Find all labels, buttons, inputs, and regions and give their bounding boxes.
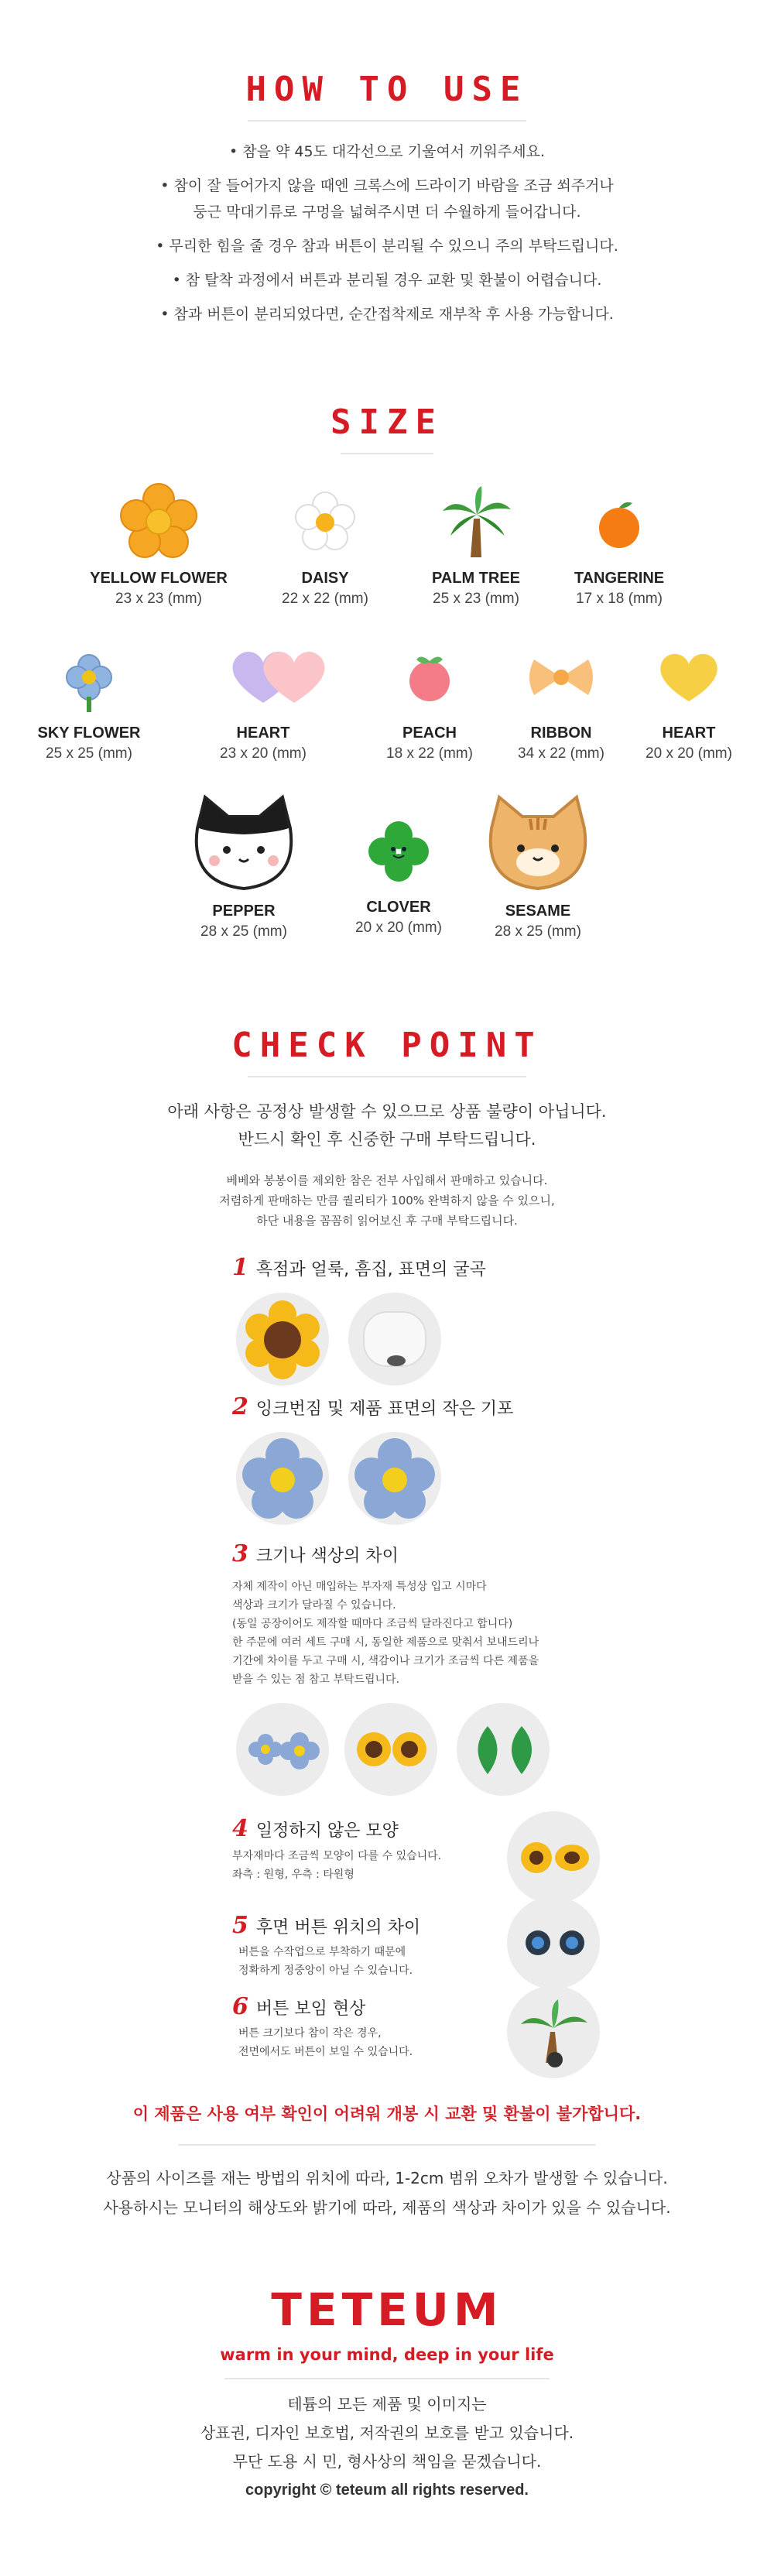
- howto-item: • 무리한 힘을 줄 경우 참과 버튼이 분리될 수 있으니 주의 부탁드립니다.: [156, 238, 618, 255]
- item-dimensions: 18 x 22 (mm): [386, 745, 473, 762]
- desc-line: 버튼을 수작업으로 부착하기 때문에: [238, 1946, 406, 1958]
- desc-line: 기간에 차이를 두고 구매 시, 색감이나 크기가 조금씩 다른 제품을: [232, 1655, 539, 1667]
- desc-line: 색상과 크기가 달라질 수 있습니다.: [232, 1599, 396, 1612]
- copyright: copyright © teteum all rights reserved.: [245, 2482, 529, 2499]
- legal-notice: [0, 2390, 774, 2505]
- legal-line: 테튬의 모든 제품 및 이미지는: [287, 2395, 487, 2413]
- divider-row: [0, 2144, 774, 2146]
- point-number: 2: [232, 1393, 248, 1420]
- howto-item: • 참을 약 45도 대각선으로 기울여서 끼워주세요.: [228, 143, 546, 160]
- desc-line: 부자재마다 조금씩 모양이 다를 수 있습니다.: [232, 1850, 442, 1862]
- note-line: 베베와 봉봉이를 제외한 참은 전부 사입해서 판매하고 있습니다.: [226, 1173, 548, 1187]
- desc-line: 받을 수 있는 점 참고 부탁드립니다.: [232, 1673, 400, 1686]
- size-item-heart-pink: [259, 635, 352, 720]
- tangerine-charm-image: [577, 480, 662, 565]
- item-dimensions: 25 x 25 (mm): [46, 745, 132, 762]
- checkpoint-intro: [0, 1098, 774, 1153]
- point-description: [232, 1577, 539, 1689]
- size-item-sesame: [453, 790, 623, 940]
- howto-item: • 참과 버튼이 분리되었다면, 순간접착제로 재부착 후 사용 가능합니다.: [160, 306, 614, 323]
- shape-difference-photo: [507, 1811, 600, 1904]
- button-visible-photo: [507, 1985, 600, 2078]
- item-name: TANGERINE: [574, 570, 665, 587]
- howto-title: HOW TO USE: [245, 70, 529, 109]
- item-name: PEACH: [402, 724, 457, 742]
- size-item-yellow-flower: [74, 480, 244, 608]
- legal-line: 무단 도용 시 민, 형사상의 책임을 묻겠습니다.: [232, 2452, 542, 2471]
- item-dimensions: 25 x 23 (mm): [433, 591, 519, 607]
- point-title: 버튼 보임 현상: [255, 1999, 366, 2019]
- desc-line: 자체 제작이 아닌 매입하는 부자재 특성상 입고 시마다: [232, 1581, 487, 1593]
- size-title: SIZE: [330, 402, 444, 442]
- intro-line: 반드시 확인 후 신중한 구매 부탁드립니다.: [238, 1130, 536, 1149]
- item-dimensions: 34 x 22 (mm): [518, 745, 604, 762]
- sunflowers-photo: [344, 1703, 437, 1796]
- desc-line: 전면에서도 버튼이 보일 수 있습니다.: [238, 2046, 413, 2058]
- footnote-line: 사용하시는 모니터의 해상도와 밝기에 따라, 제품의 색상과 차이가 있을 수 있습니다.: [103, 2198, 671, 2217]
- desc-line: 정확하게 정중앙이 아닐 수 있습니다.: [238, 1965, 413, 1977]
- howto-item: • 참 탈착 과정에서 버튼과 분리될 경우 교환 및 환불이 어렵습니다.: [172, 272, 602, 289]
- item-name: HEART: [662, 724, 716, 742]
- item-name: PEPPER: [212, 903, 276, 920]
- point-number: 4: [232, 1815, 248, 1842]
- item-name: RIBBON: [530, 724, 592, 742]
- point-description: [238, 2024, 413, 2061]
- item-name: SKY FLOWER: [37, 724, 141, 742]
- divider: [224, 2378, 550, 2379]
- checkpoint-item-1: [232, 1254, 486, 1281]
- point-description: [232, 1847, 441, 1884]
- size-section: [0, 402, 774, 454]
- blue-flower-photo-1: [236, 1432, 329, 1525]
- item-dimensions: 28 x 25 (mm): [495, 923, 581, 940]
- yellow-flower-charm-image: [116, 480, 201, 565]
- checkpoint-section: [0, 1026, 774, 1231]
- howto-item: 둥근 막대기류로 구멍을 넓혀주시면 더 수월하게 들어갑니다.: [193, 204, 581, 221]
- checkpoint-item-2: [232, 1393, 513, 1420]
- checkpoint-item-5: [232, 1912, 420, 1939]
- footnote-line: 상품의 사이즈를 재는 방법의 위치에 따라, 1-2cm 범위 오차가 발생할 수 있습니다.: [106, 2169, 668, 2187]
- item-dimensions: 28 x 25 (mm): [200, 923, 287, 940]
- note-line: 하단 내용을 꼼꼼히 읽어보신 후 구매 부탁드립니다.: [256, 1214, 518, 1228]
- point-title: 후면 버튼 위치의 차이: [255, 1918, 421, 1937]
- sunflower-photo: [236, 1293, 329, 1386]
- brand-tagline: warm in your mind, deep in your life: [220, 2345, 554, 2364]
- footnote: [0, 2163, 774, 2222]
- divider: [178, 2144, 596, 2146]
- point-number: 5: [232, 1912, 248, 1939]
- item-name: DAISY: [301, 570, 349, 587]
- point-description: [238, 1943, 413, 1980]
- no-refund-warning: 이 제품은 사용 여부 확인이 어려워 개봉 시 교환 및 환불이 불가합니다.: [132, 2105, 642, 2123]
- peach-charm-image: [387, 635, 472, 720]
- item-dimensions: 17 x 18 (mm): [576, 591, 663, 607]
- item-dimensions: 23 x 23 (mm): [115, 591, 202, 607]
- brand-logo: TETEUM: [271, 2283, 503, 2336]
- item-name: PALM TREE: [431, 570, 521, 587]
- size-item-sky-flower: [4, 635, 174, 762]
- desc-line: 버튼 크기보다 참이 작은 경우,: [238, 2027, 382, 2040]
- size-item-pepper: [159, 790, 329, 940]
- checkpoint-item-3: [232, 1540, 399, 1567]
- leaves-photo: [457, 1703, 550, 1796]
- item-name: CLOVER: [366, 899, 431, 916]
- desc-line: 좌측 : 원형, 우측 : 타원형: [232, 1869, 354, 1881]
- button-back-photo: [507, 1896, 600, 1989]
- divider: [248, 1076, 526, 1077]
- divider: [341, 453, 433, 454]
- checkpoint-item-6: [232, 1993, 365, 2020]
- item-name: YELLOW FLOWER: [90, 570, 228, 587]
- legal-line: 상표권, 디자인 보호법, 저작권의 보호를 받고 있습니다.: [200, 2424, 574, 2442]
- sesame-cat-charm-image: [476, 790, 600, 898]
- pink-heart-charm-image: [252, 635, 337, 720]
- item-dimensions: 20 x 20 (mm): [646, 745, 732, 762]
- pepper-cat-charm-image: [182, 790, 306, 898]
- sky-flower-charm-image: [46, 635, 132, 720]
- clover-charm-image: [356, 809, 441, 894]
- point-title: 크기나 색상의 차이: [255, 1547, 399, 1566]
- howto-section: [0, 70, 774, 335]
- item-name: HEART: [236, 724, 290, 742]
- desc-line: (동일 공장이어도 제작할 때마다 조금씩 달라진다고 합니다): [232, 1618, 513, 1630]
- note-line: 저렴하게 판매하는 만큼 퀄리티가 100% 완벽하지 않을 수 있으니,: [219, 1194, 555, 1208]
- checkpoint-title: CHECK POINT: [231, 1026, 543, 1065]
- item-name: SESAME: [505, 903, 571, 920]
- brand-section: [0, 2283, 774, 2505]
- blue-flowers-photo: [236, 1703, 329, 1796]
- item-dimensions: 23 x 20 (mm): [220, 745, 307, 762]
- blue-flower-photo-2: [348, 1432, 441, 1525]
- howto-item: • 참이 잘 들어가지 않을 때엔 크록스에 드라이기 바람을 조금 쐬주거나: [160, 177, 614, 194]
- divider: [248, 120, 526, 122]
- desc-line: 한 주문에 여러 세트 구매 시, 동일한 제품으로 맞춰서 보내드리나: [232, 1636, 539, 1649]
- yellow-heart-charm-image: [646, 635, 731, 720]
- white-charm-photo: [348, 1293, 441, 1386]
- ribbon-charm-image: [519, 635, 604, 720]
- checkpoint-item-4: [232, 1815, 399, 1842]
- howto-list: [0, 139, 774, 327]
- point-title: 일정하지 않은 모양: [255, 1821, 399, 1841]
- intro-line: 아래 사항은 공정상 발생할 수 있으므로 상품 불량이 아닙니다.: [167, 1102, 607, 1121]
- point-title: 흑점과 얼룩, 흠집, 표면의 굴곡: [255, 1260, 486, 1279]
- size-item-daisy: [240, 480, 410, 608]
- item-dimensions: 22 x 22 (mm): [282, 591, 368, 607]
- daisy-charm-image: [283, 480, 368, 565]
- point-title: 잉크번짐 및 제품 표면의 작은 기포: [255, 1399, 514, 1419]
- item-dimensions: 20 x 20 (mm): [355, 920, 442, 936]
- palm-tree-charm-image: [433, 480, 519, 565]
- size-item-heart-yellow: [604, 635, 774, 762]
- point-number: 6: [232, 1993, 248, 2020]
- checkpoint-note: [0, 1170, 774, 1231]
- point-number: 1: [232, 1254, 248, 1281]
- size-item-tangerine: [534, 480, 704, 608]
- point-number: 3: [232, 1540, 248, 1567]
